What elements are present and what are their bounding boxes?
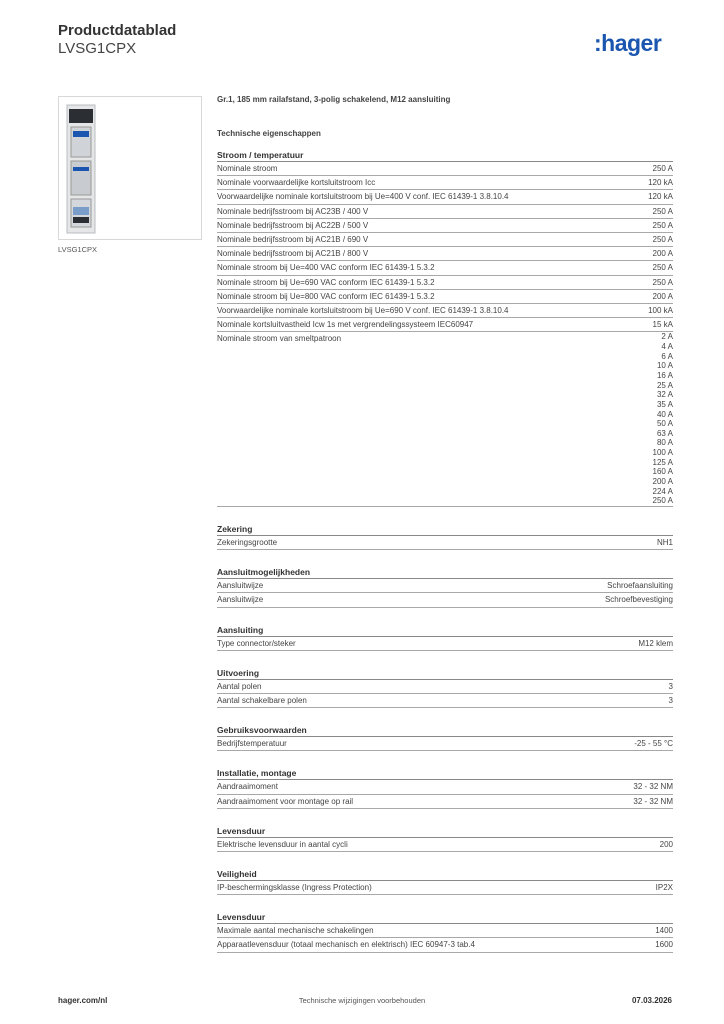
spec-value: 15 kA <box>652 320 673 330</box>
section-title: Levensduur <box>217 912 673 924</box>
spec-section <box>217 725 673 751</box>
spec-section <box>217 668 673 708</box>
spec-value: M12 klem <box>638 638 673 648</box>
spec-value-list <box>653 332 673 506</box>
spec-value: 120 kA <box>648 192 673 202</box>
spec-value: Schroefaansluiting <box>607 581 673 591</box>
spec-value: 6 A <box>661 351 673 361</box>
spec-section <box>217 869 673 895</box>
product-code: LVSG1CPX <box>58 40 137 57</box>
spec-label: Nominale stroom bij Ue=690 VAC conform IEC 61439-1 5.3.2 <box>217 277 435 287</box>
spec-value: 250 A <box>652 263 673 273</box>
product-description: Gr.1, 185 mm railafstand, 3-polig schakelend, M12 aansluiting <box>217 95 451 104</box>
spec-value: 32 - 32 NM <box>633 796 673 806</box>
footer-disclaimer: Technische wijzigingen voorbehouden <box>298 996 426 1005</box>
spec-label: Aansluitwijze <box>217 581 264 591</box>
fuse-switch-illustration <box>59 97 201 239</box>
section-title: Levensduur <box>217 826 673 838</box>
spec-value: NH1 <box>656 538 673 548</box>
spec-label: Aansluitwijze <box>217 595 264 605</box>
spec-value: 200 A <box>652 477 673 487</box>
spec-row <box>217 737 673 751</box>
spec-label: Nominale voorwaardelijke kortsluitstroom Icc <box>217 178 376 188</box>
spec-section <box>217 912 673 952</box>
section-title: Aansluitmogelijkheden <box>217 567 673 579</box>
spec-label: Nominale bedrijfsstroom bij AC21B / 690 V <box>217 234 369 244</box>
spec-value: 250 A <box>652 277 673 287</box>
spec-row <box>217 780 673 794</box>
spec-value: 1400 <box>655 926 673 936</box>
spec-value: 3 <box>668 681 673 691</box>
spec-value: -25 - 55 °C <box>634 739 673 749</box>
spec-row <box>217 318 673 332</box>
spec-value: 50 A <box>656 419 673 429</box>
spec-value: Schroefbevestiging <box>604 595 673 605</box>
spec-value: 250 A <box>652 234 673 244</box>
spec-value: 250 A <box>652 206 673 216</box>
spec-row <box>217 261 673 275</box>
spec-row <box>217 290 673 304</box>
spec-label: Zekeringsgrootte <box>217 538 278 548</box>
spec-value: IP2X <box>655 882 673 892</box>
spec-label: Elektrische levensduur in aantal cycli <box>217 839 348 849</box>
spec-label: Nominale bedrijfsstroom bij AC23B / 400 V <box>217 206 369 216</box>
spec-label: Nominale stroom van smeltpatroon <box>217 334 342 344</box>
spec-sections <box>217 150 673 953</box>
spec-value: 200 A <box>652 291 673 301</box>
spec-row <box>217 795 673 809</box>
spec-value: 160 A <box>652 467 673 477</box>
spec-row <box>217 579 673 593</box>
spec-label: Nominale stroom bij Ue=800 VAC conform IEC 61439-1 5.3.2 <box>217 291 435 301</box>
section-title: Installatie, montage <box>217 768 673 780</box>
spec-label: Apparaatlevensduur (totaal mechanisch en elektrisch) IEC 60947-3 tab.4 <box>217 940 475 950</box>
spec-value: 40 A <box>656 409 673 419</box>
spec-label: Nominale bedrijfsstroom bij AC22B / 500 V <box>217 220 369 230</box>
image-caption: LVSG1CPX <box>58 245 98 254</box>
spec-label: Maximale aantal mechanische schakelingen <box>217 926 374 936</box>
spec-row <box>217 176 673 190</box>
spec-row <box>217 838 673 852</box>
spec-row <box>217 219 673 233</box>
footer-date: 07.03.2026 <box>631 996 672 1005</box>
spec-label: Aantal schakelbare polen <box>217 696 307 705</box>
hager-logo <box>594 30 661 57</box>
spec-row <box>217 593 673 607</box>
spec-value: 80 A <box>656 438 673 448</box>
spec-value: 63 A <box>656 428 673 438</box>
spec-row <box>217 680 673 694</box>
spec-label: Voorwaardelijke nominale kortsluitstroom bij Ue=690 V conf. IEC 61439-1 3.8.10.4 <box>217 305 509 315</box>
spec-row <box>217 304 673 318</box>
spec-content <box>217 95 673 953</box>
spec-value: 250 A <box>652 164 673 173</box>
spec-section <box>217 524 673 550</box>
spec-row <box>217 205 673 219</box>
spec-label: Type connector/steker <box>217 638 296 648</box>
spec-row <box>217 881 673 895</box>
spec-value: 120 kA <box>648 178 673 188</box>
spec-label: Nominale bedrijfsstroom bij AC21B / 800 V <box>217 249 369 259</box>
section-title: Uitvoering <box>217 668 673 680</box>
spec-value: 32 A <box>656 390 673 400</box>
spec-value: 250 A <box>652 220 673 230</box>
spec-value: 35 A <box>656 399 673 409</box>
spec-row <box>217 247 673 261</box>
spec-value: 32 - 32 NM <box>633 782 673 792</box>
spec-row <box>217 190 673 204</box>
spec-value: 1600 <box>655 940 673 950</box>
spec-value: 16 A <box>656 370 673 380</box>
spec-value: 100 kA <box>648 305 673 315</box>
spec-value: 224 A <box>652 486 673 496</box>
spec-section <box>217 567 673 607</box>
spec-label: IP-beschermingsklasse (Ingress Protection) <box>217 882 372 892</box>
spec-section <box>217 768 673 808</box>
spec-value: 4 A <box>661 341 673 351</box>
page-title: Productdatablad <box>58 22 177 39</box>
section-title: Zekering <box>217 524 673 536</box>
section-title: Stroom / temperatuur <box>217 150 673 162</box>
spec-row <box>217 332 673 507</box>
spec-section <box>217 625 673 651</box>
spec-value: 200 <box>659 839 673 849</box>
spec-row <box>217 694 673 708</box>
spec-row <box>217 924 673 938</box>
spec-section <box>217 826 673 852</box>
spec-value: 3 <box>668 696 673 705</box>
spec-label: Voorwaardelijke nominale kortsluitstroom bij Ue=400 V conf. IEC 61439-1 3.8.10.4 <box>217 192 509 202</box>
spec-label: Nominale stroom <box>217 164 278 173</box>
spec-value: 125 A <box>652 457 673 467</box>
spec-label: Nominale stroom bij Ue=400 VAC conform IEC 61439-1 5.3.2 <box>217 263 435 273</box>
product-image <box>58 96 202 240</box>
section-title: Aansluiting <box>217 625 673 637</box>
tech-heading: Technische eigenschappen <box>217 129 321 138</box>
spec-row <box>217 536 673 550</box>
section-title: Veiligheid <box>217 869 673 881</box>
spec-value: 100 A <box>652 448 673 458</box>
spec-label: Nominale kortsluitvastheid Icw 1s met vergrendelingssysteem IEC60947 <box>217 320 474 330</box>
spec-value: 200 A <box>652 249 673 259</box>
spec-section <box>217 150 673 507</box>
spec-value: 25 A <box>656 380 673 390</box>
spec-value: 250 A <box>652 496 673 506</box>
section-title: Gebruiksvoorwaarden <box>217 725 673 737</box>
spec-value: 2 A <box>661 332 673 342</box>
logo-mark: :hager <box>594 30 662 56</box>
spec-label: Aandraaimoment <box>217 782 278 792</box>
spec-row <box>217 233 673 247</box>
spec-label: Bedrijfstemperatuur <box>217 739 287 749</box>
footer-website: hager.com/nl <box>58 996 108 1005</box>
spec-row <box>217 637 673 651</box>
spec-label: Aandraaimoment voor montage op rail <box>217 796 354 806</box>
spec-row <box>217 276 673 290</box>
spec-label: Aantal polen <box>217 681 262 691</box>
spec-row <box>217 162 673 176</box>
spec-value: 10 A <box>656 361 673 371</box>
spec-row <box>217 938 673 952</box>
